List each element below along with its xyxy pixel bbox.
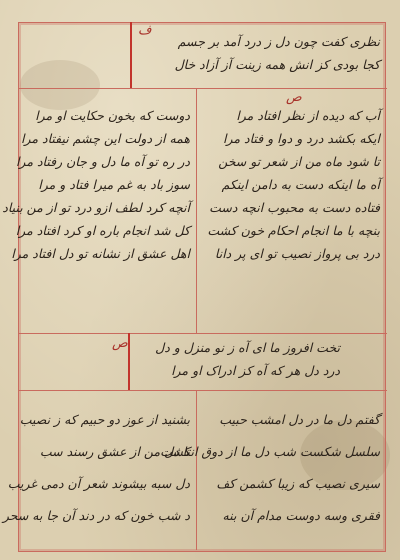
verse-line: سیری نصیب که زیبا کشمن کف	[216, 476, 380, 491]
verse-line: تخت افروز ما ای آه ز نو منزل و دل	[155, 340, 340, 355]
verse-line: درد بی پرواز نصیب تو ای پر دانا	[214, 246, 380, 261]
verse-line: همه از دولت این چشم نیفتاد مرا	[20, 131, 190, 146]
verse-line: در ره تو آه ما دل و جان رفتاد مرا	[15, 154, 190, 169]
verse-line: آه ما اینکه دست به دامن اینکم	[221, 177, 380, 192]
column-rule-lower	[196, 390, 197, 550]
verse-line: گفتم دل ما در دل امشب حبیب	[219, 412, 380, 427]
verse-line: اهل عشق از نشانه تو دل افتاد مرا	[11, 246, 190, 261]
verse-line: نظری کفت چون دل ز درد آمد بر جسم	[177, 34, 380, 49]
header-rubric: ف	[138, 23, 152, 38]
divider-verse-block	[40, 336, 340, 382]
verse-line: سوز باد به غم میرا فتاد و مرا	[38, 177, 190, 192]
verse-line: ایکه بکشد درد و دوا و فتاد مرا	[223, 131, 380, 146]
verse-line: درد دل هر که آه کز ادراک او مرا	[171, 363, 340, 378]
column-rule-upper	[196, 88, 197, 333]
verse-line: سلسل شکست شب دل ما از دوق انکشت	[160, 444, 380, 459]
verse-line: تا شود ماه من از شعر تو سخن	[218, 154, 380, 169]
verse-line: بشنید از عوز دو حبیم که ز نصیب	[19, 412, 190, 427]
divider-rule-top	[18, 333, 387, 334]
section-rubric: ص	[286, 90, 302, 105]
verse-line: بنچه با ما انجام احکام خون کشت	[207, 223, 380, 238]
verse-line: دل سبه بیشوند شعر آن دمی غریب	[7, 476, 190, 491]
verse-line: آب که دیده از نظر افتاد مرا	[236, 108, 380, 123]
verse-line: آنچه کرد لطف ازو درد تو از من بنیاد	[2, 200, 190, 215]
divider-rubric: ص	[112, 336, 128, 351]
divider-rule-bottom	[18, 390, 387, 391]
left-column-verses	[2, 104, 190, 265]
left-column-verses-lower	[2, 404, 190, 532]
verse-line: دوست که بخون حکایت او مرا	[35, 108, 190, 123]
header-rule	[18, 88, 387, 89]
verse-line: فقری وسه دوست مدام آن بنه	[222, 508, 380, 523]
header-verse-block	[134, 30, 380, 76]
right-column-verses	[202, 104, 380, 265]
verse-line: فتاده دست به محبوب انچه دست	[209, 200, 380, 215]
verse-line: کل شد انجام باره او کرد افتاد مرا	[15, 223, 190, 238]
verse-line: تا دل من از عشق رسند سب	[39, 444, 190, 459]
verse-line: د شب خون که در دند آن جا به سحر	[2, 508, 190, 523]
verse-line: کجا بودی کز انش همه زینت آز آزاد خال	[174, 57, 380, 72]
right-column-verses-lower	[160, 404, 380, 532]
header-red-rule	[130, 22, 132, 88]
